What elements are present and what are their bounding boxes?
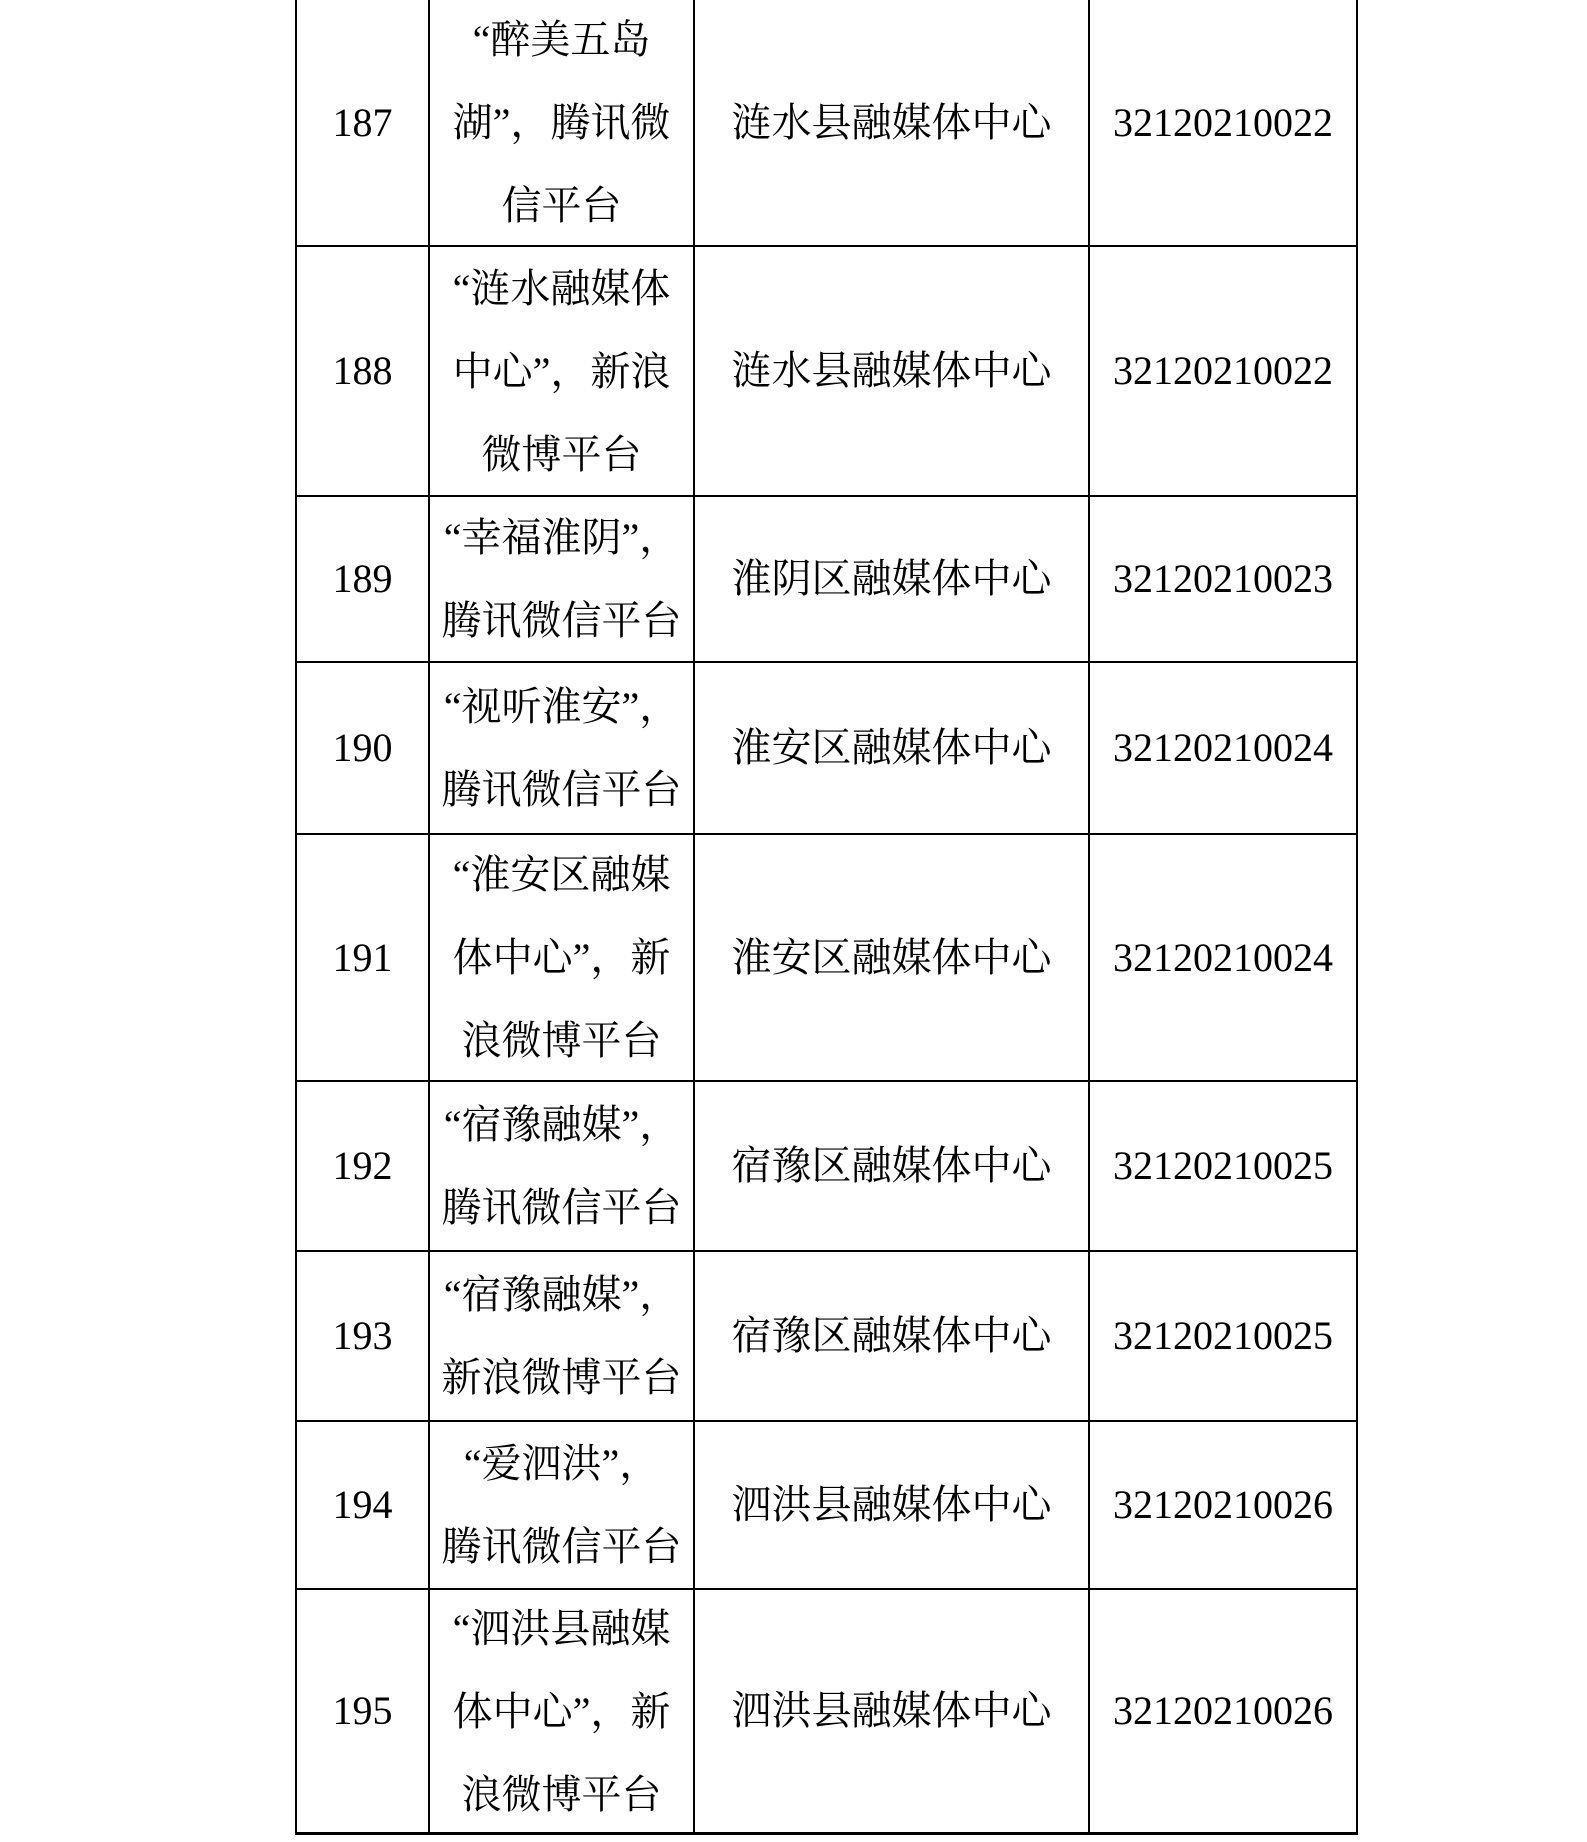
row-index: 195 (332, 1688, 393, 1733)
row-index: 194 (332, 1482, 393, 1527)
table-cell-platform (430, 663, 695, 835)
platform-name-line: 腾讯微信平台 (441, 1524, 682, 1569)
row-index: 190 (332, 725, 393, 770)
license-number: 32120210024 (1113, 934, 1333, 980)
license-number: 32120210026 (1113, 1688, 1333, 1733)
table-cell-platform (430, 247, 695, 497)
row-index: 187 (332, 99, 393, 145)
license-number: 32120210022 (1113, 99, 1333, 145)
organization-name: 涟水县融媒体中心 (731, 348, 1052, 393)
organization-name: 泗洪县融媒体中心 (731, 1688, 1052, 1733)
platform-name-line: 腾讯微信平台 (441, 598, 682, 643)
organization-name: 宿豫区融媒体中心 (731, 1143, 1052, 1188)
organization-name: 泗洪县融媒体中心 (731, 1482, 1052, 1527)
platform-name-line: 浪微博平台 (461, 1018, 662, 1063)
platform-name-line: 湖”，腾讯微 (452, 100, 671, 145)
platform-name-line: “幸福淮阴”， (443, 515, 680, 560)
table-cell-license (1090, 835, 1358, 1082)
table-cell-platform (430, 0, 695, 247)
platform-name-line: 中心”，新浪 (452, 348, 671, 394)
license-number: 32120210026 (1113, 1482, 1333, 1527)
platform-name-line: “宿豫融媒”， (443, 1102, 680, 1147)
platform-name-line: 信平台 (501, 183, 622, 228)
row-index: 193 (332, 1313, 393, 1358)
media-license-table (295, 0, 1358, 1835)
platform-name-line: 浪微博平台 (461, 1771, 662, 1817)
platform-name-line: 腾讯微信平台 (441, 1185, 682, 1230)
table-cell-index (297, 1252, 430, 1422)
platform-name-line: 体中心”，新 (452, 935, 671, 980)
row-index: 188 (332, 348, 393, 393)
table-cell-platform (430, 835, 695, 1082)
row-index: 191 (332, 934, 393, 980)
table-cell-index (297, 1590, 430, 1835)
table-cell-organization (695, 497, 1090, 663)
table-cell-platform (430, 1252, 695, 1422)
organization-name: 宿豫区融媒体中心 (731, 1313, 1052, 1358)
platform-name-line: “宿豫融媒”， (443, 1272, 680, 1317)
table-cell-organization (695, 0, 1090, 247)
license-number: 32120210025 (1113, 1143, 1333, 1188)
platform-name-line: “爱泗洪”， (463, 1441, 660, 1486)
table-cell-index (297, 247, 430, 497)
table-cell-platform (430, 1422, 695, 1590)
table-cell-index (297, 497, 430, 663)
platform-name-line: 新浪微博平台 (441, 1355, 682, 1400)
organization-name: 淮阴区融媒体中心 (731, 556, 1052, 601)
table-cell-index (297, 1082, 430, 1252)
license-number: 32120210022 (1113, 348, 1333, 393)
organization-name: 涟水县融媒体中心 (731, 99, 1052, 145)
platform-name-line: “泗洪县融媒 (452, 1605, 671, 1651)
platform-name-line: 腾讯微信平台 (441, 767, 682, 812)
table-cell-license (1090, 1590, 1358, 1835)
organization-name: 淮安区融媒体中心 (731, 934, 1052, 980)
table-cell-index (297, 835, 430, 1082)
table-cell-organization (695, 835, 1090, 1082)
table-cell-platform (430, 497, 695, 663)
table-cell-license (1090, 1422, 1358, 1590)
table-cell-index (297, 663, 430, 835)
row-index: 192 (332, 1143, 393, 1188)
table-cell-index (297, 0, 430, 247)
table-cell-platform (430, 1082, 695, 1252)
platform-name-line: “醉美五岛 (472, 17, 651, 62)
table-cell-organization (695, 1590, 1090, 1835)
platform-name-line: 微博平台 (481, 431, 642, 477)
table-cell-organization (695, 247, 1090, 497)
platform-name-line: “视听淮安”， (443, 684, 680, 729)
table-cell-license (1090, 663, 1358, 835)
table-cell-license (1090, 1252, 1358, 1422)
table-cell-license (1090, 0, 1358, 247)
table-cell-organization (695, 1082, 1090, 1252)
table-cell-platform (430, 1590, 695, 1835)
platform-name-line: 体中心”，新 (452, 1688, 671, 1734)
license-number: 32120210023 (1113, 556, 1333, 601)
table-cell-organization (695, 663, 1090, 835)
table-cell-index (297, 1422, 430, 1590)
license-number: 32120210025 (1113, 1313, 1333, 1358)
table-cell-license (1090, 247, 1358, 497)
license-number: 32120210024 (1113, 725, 1333, 770)
table-cell-organization (695, 1422, 1090, 1590)
platform-name-line: “淮安区融媒 (452, 852, 671, 897)
row-index: 189 (332, 556, 393, 601)
table-cell-license (1090, 1082, 1358, 1252)
table-cell-organization (695, 1252, 1090, 1422)
organization-name: 淮安区融媒体中心 (731, 725, 1052, 770)
platform-name-line: “涟水融媒体 (452, 265, 671, 311)
table-cell-license (1090, 497, 1358, 663)
